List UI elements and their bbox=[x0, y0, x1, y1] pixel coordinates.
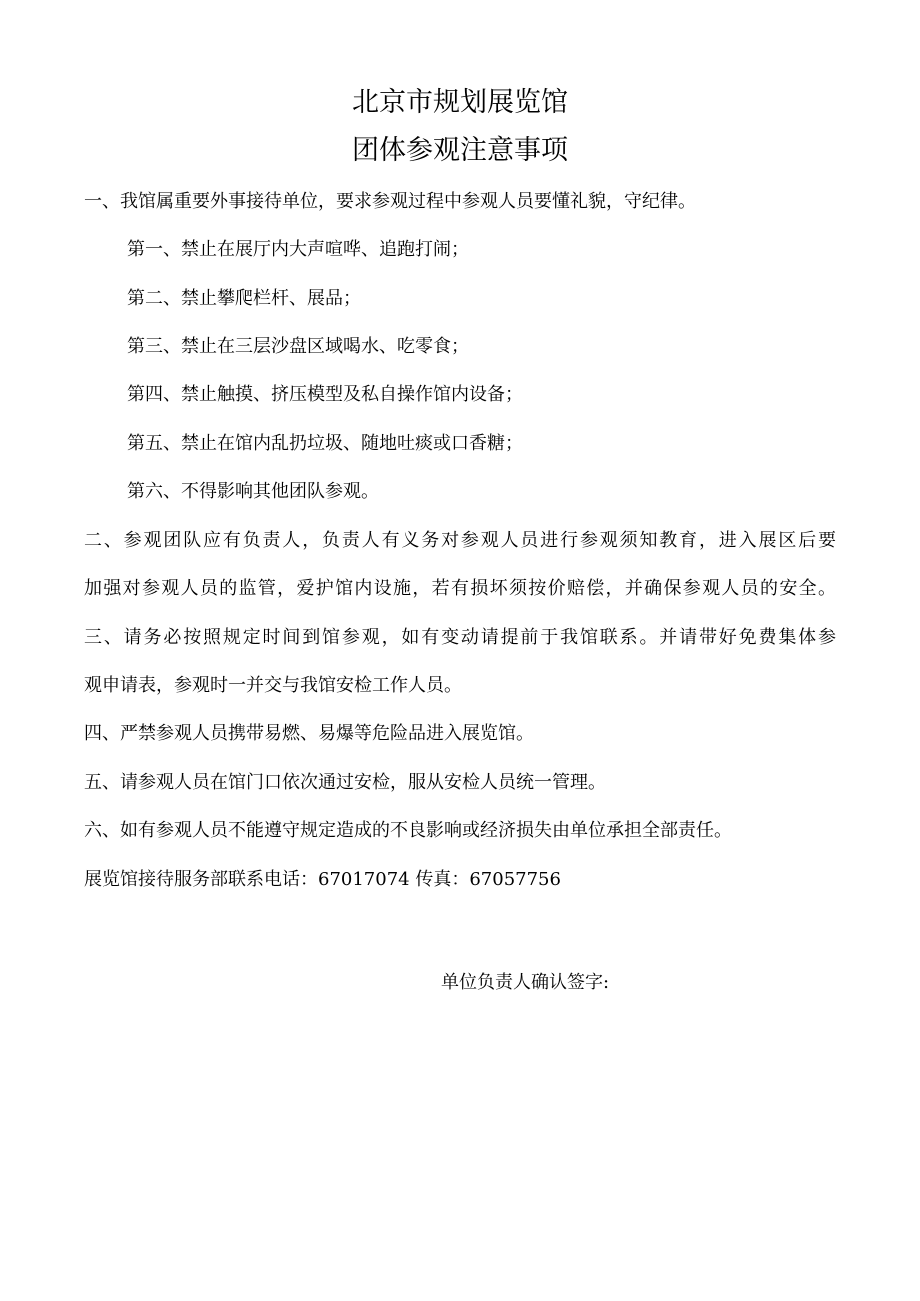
section-2-line-1: 二、参观团队应有负责人，负责人有义务对参观人员进行参观须知教育，进入展区后要 bbox=[84, 530, 836, 551]
section-1-intro: 一、我馆属重要外事接待单位，要求参观过程中参观人员要懂礼貌，守纪律。 bbox=[84, 191, 696, 212]
rule-item-1: 第一、禁止在展厅内大声喧哗、追跑打闹； bbox=[127, 239, 469, 260]
signature-label: 单位负责人确认签字: bbox=[441, 972, 610, 993]
section-5: 五、请参观人员在馆门口依次通过安检，服从安检人员统一管理。 bbox=[84, 772, 606, 793]
document-subtitle: 团体参观注意事项 bbox=[352, 135, 568, 166]
section-3-line-2: 观申请表，参观时一并交与我馆安检工作人员。 bbox=[84, 675, 462, 696]
contact-info: 展览馆接待服务部联系电话：67017074 传真：67057756 bbox=[84, 869, 561, 890]
rule-item-4: 第四、禁止触摸、挤压模型及私自操作馆内设备； bbox=[127, 384, 523, 405]
rule-item-6: 第六、不得影响其他团队参观。 bbox=[127, 481, 379, 502]
section-6: 六、如有参观人员不能遵守规定造成的不良影响或经济损失由单位承担全部责任。 bbox=[84, 820, 732, 841]
section-2-line-2: 加强对参观人员的监管，爱护馆内设施，若有损坏须按价赔偿，并确保参观人员的安全。 bbox=[84, 578, 836, 599]
document-title: 北京市规划展览馆 bbox=[352, 87, 568, 118]
section-3-line-1: 三、请务必按照规定时间到馆参观，如有变动请提前于我馆联系。并请带好免费集体参 bbox=[84, 627, 836, 648]
section-4: 四、严禁参观人员携带易燃、易爆等危险品进入展览馆。 bbox=[84, 723, 534, 744]
rule-item-2: 第二、禁止攀爬栏杆、展品； bbox=[127, 288, 361, 309]
rule-item-3: 第三、禁止在三层沙盘区域喝水、吃零食； bbox=[127, 336, 469, 357]
rule-item-5: 第五、禁止在馆内乱扔垃圾、随地吐痰或口香糖； bbox=[127, 433, 523, 454]
